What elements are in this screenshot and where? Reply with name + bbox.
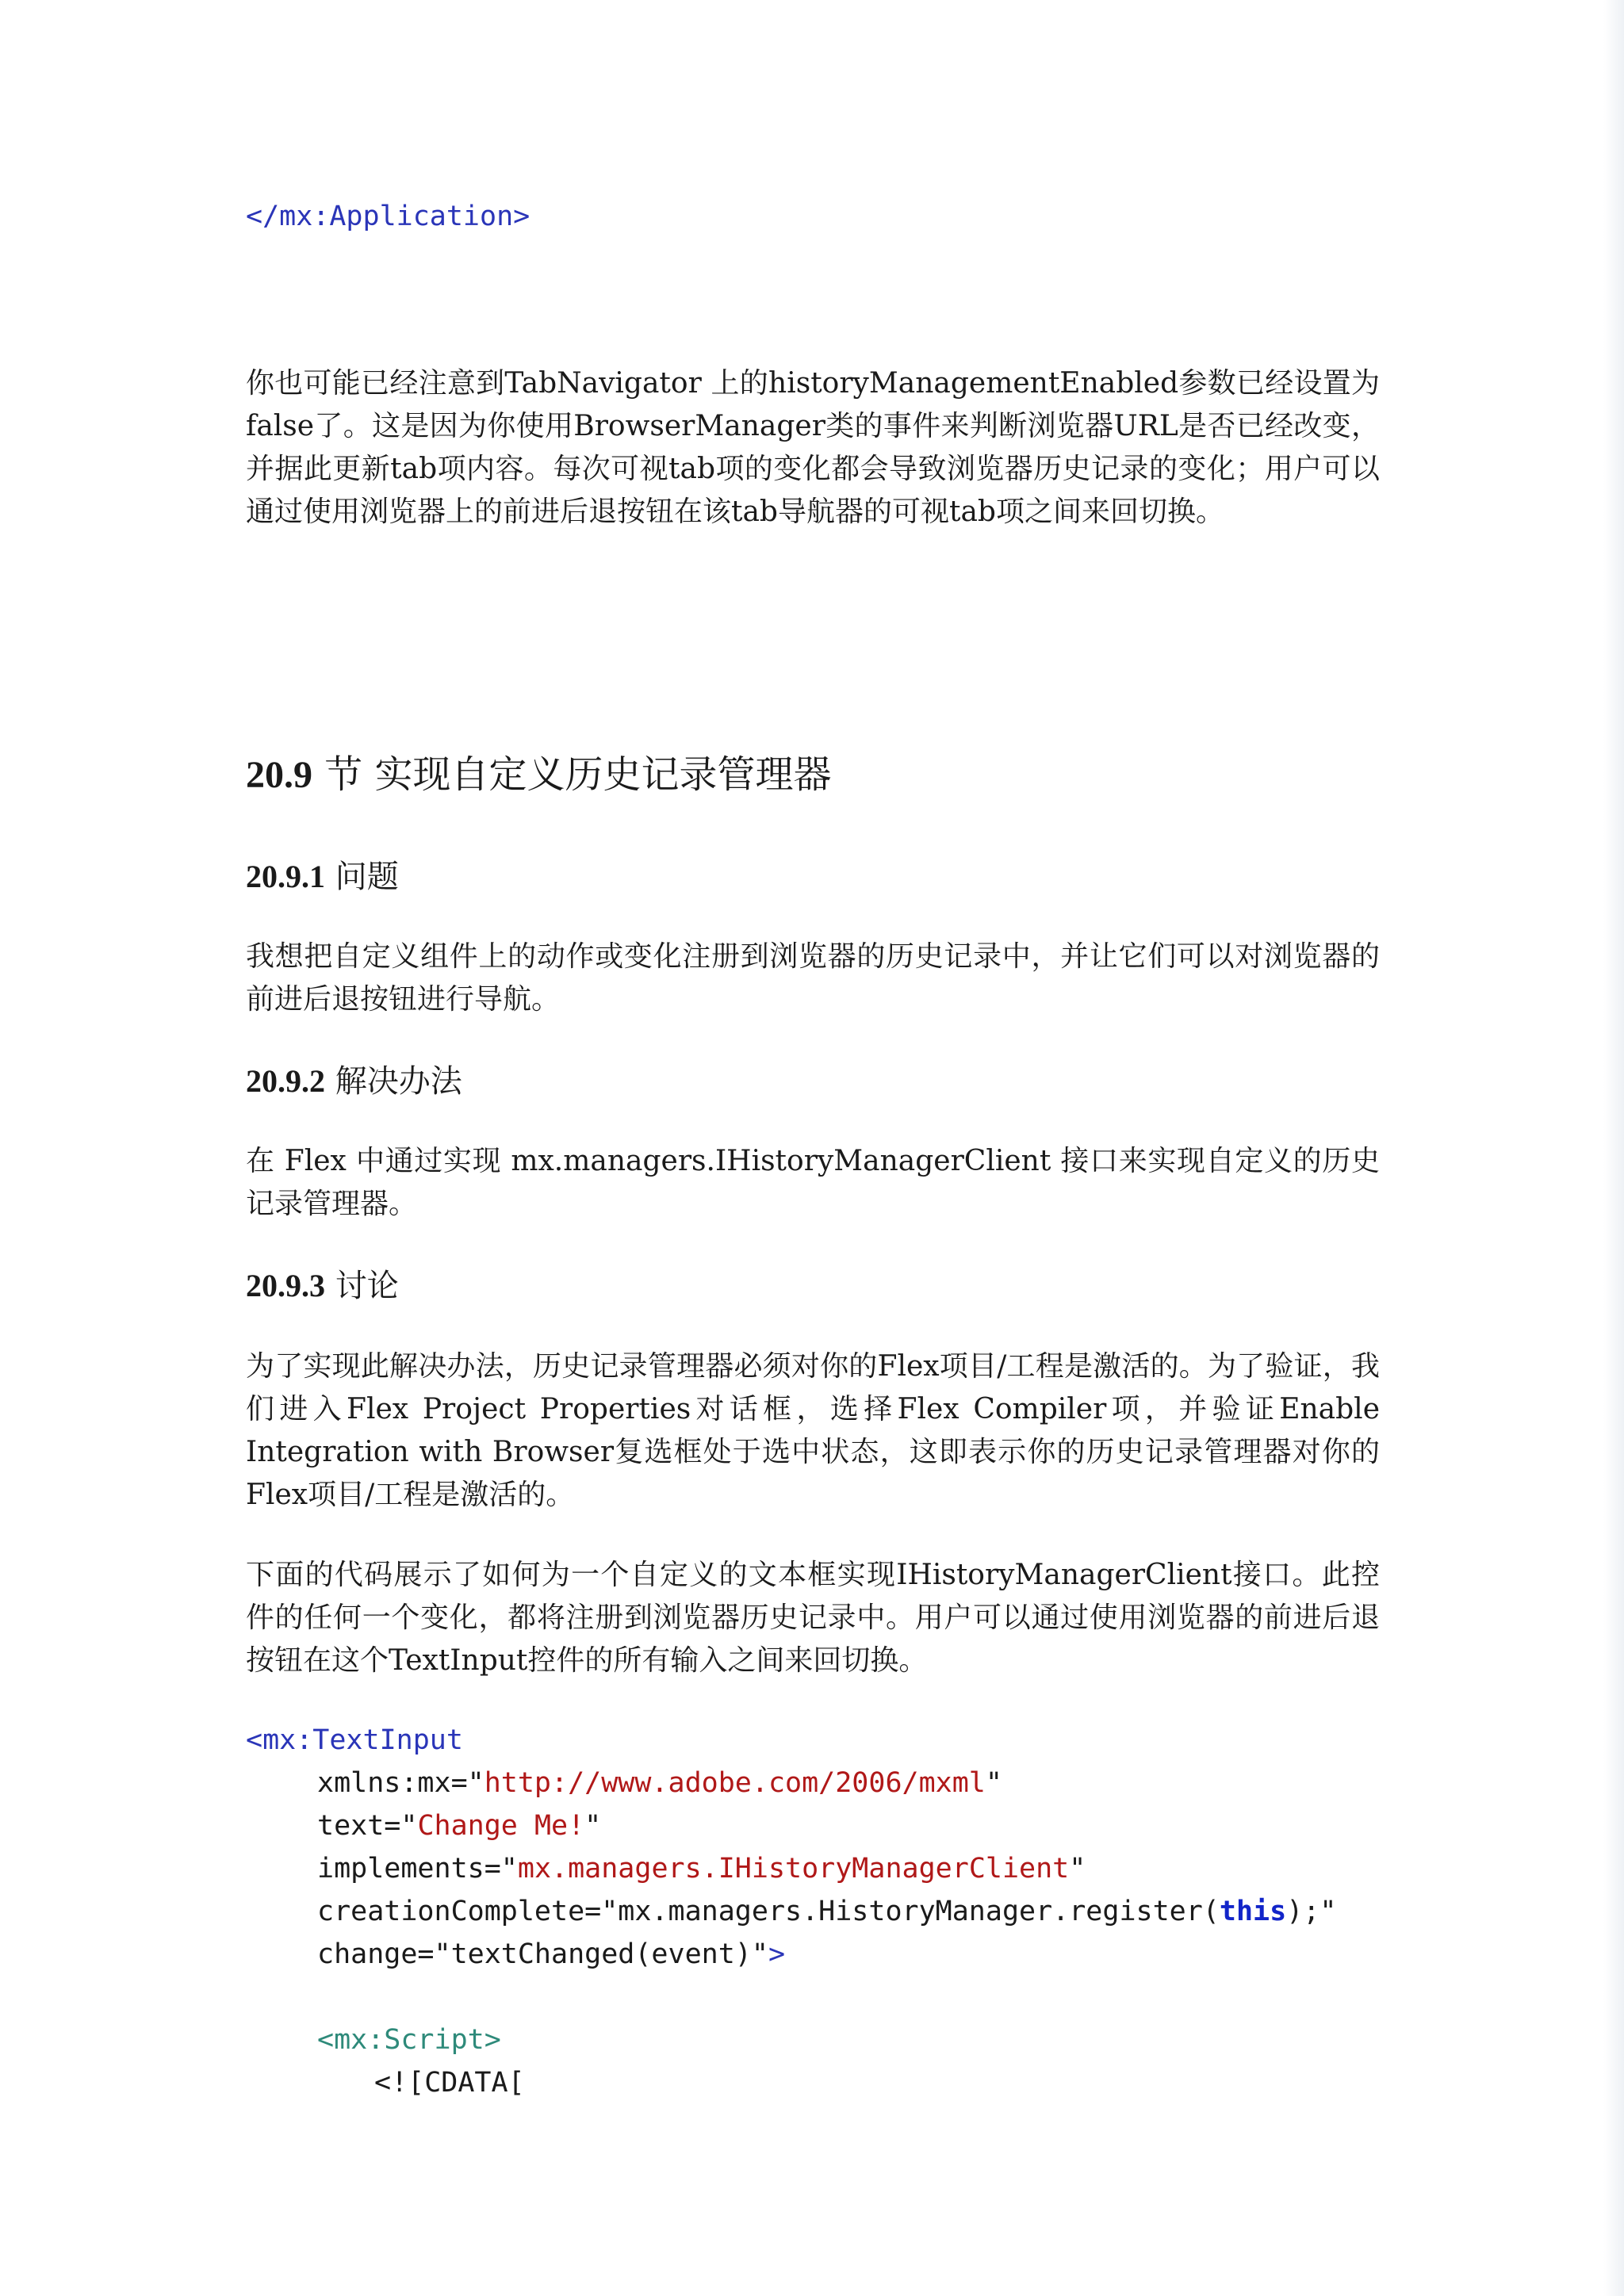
code-attr: creationComplete="mx.managers.HistoryManager.register( bbox=[317, 1896, 1220, 1927]
code-line-xmlns bbox=[317, 1762, 1002, 1804]
paragraph-problem: 我想把自定义组件上的动作或变化注册到浏览器的历史记录中，并让它们可以对浏览器的前进后退按钮进行导航。 bbox=[246, 940, 1380, 1016]
section-number: 20.9 bbox=[246, 754, 312, 796]
subsection-title: 讨论 bbox=[335, 1268, 399, 1304]
paragraph-discussion-1: 为了实现此解决办法，历史记录管理器必须对你的Flex项目/工程是激活的。为了验证，我们进入Flex Project Properties对话框，选择Flex Compiler项，并验证Enable Integration with Browser复选框处于选中状态，这即表示你的历史记录管理器对你的 Flex项目/工程是激活的。 bbox=[246, 1350, 1380, 1511]
code-attr: change="textChanged(event)" bbox=[317, 1938, 768, 1970]
code-line-script-tag: <mx:Script> bbox=[317, 2024, 501, 2056]
paragraph-history-management: 你也可能已经注意到TabNavigator 上的historyManagementEnabled参数已经设置为false了。这是因为你使用BrowserManager类的事件来判断浏览器URL是否已经改变，并据此更新tab项内容。每次可视tab项的变化都会导致浏览器历史记录的变化；用户可以通过使用浏览器上的前进后退按钮在该tab导航器的可视tab项之间来回切换。 bbox=[246, 367, 1380, 528]
code-line-change bbox=[317, 1933, 785, 1976]
code-attr: text=" bbox=[317, 1810, 418, 1842]
subsection-heading-discussion bbox=[246, 1262, 399, 1310]
section-title: 节 实现自定义历史记录管理器 bbox=[324, 752, 832, 797]
code-closing-tag: </mx:Application> bbox=[246, 201, 530, 232]
code-tag-close: > bbox=[768, 1938, 786, 1970]
code-line-cdata: <![CDATA[ bbox=[374, 2067, 525, 2099]
code-tag: <mx:TextInput bbox=[246, 1724, 463, 1756]
subsection-title: 解决办法 bbox=[335, 1063, 462, 1100]
paragraph-solution: 在 Flex 中通过实现 mx.managers.IHistoryManagerClient 接口来实现自定义的历史记录管理器。 bbox=[246, 1145, 1380, 1220]
subsection-number: 20.9.3 bbox=[246, 1268, 325, 1303]
subsection-title: 问题 bbox=[335, 859, 399, 895]
code-line-implements bbox=[317, 1847, 1086, 1890]
code-keyword: this bbox=[1219, 1896, 1287, 1927]
page-edge bbox=[1603, 0, 1624, 2296]
code-string: mx.managers.IHistoryManagerClient bbox=[517, 1853, 1070, 1885]
code-quote: " bbox=[584, 1810, 602, 1842]
code-attr: implements=" bbox=[317, 1853, 518, 1885]
subsection-heading-problem bbox=[246, 853, 399, 901]
code-quote: " bbox=[1069, 1853, 1086, 1885]
code-attr: xmlns:mx=" bbox=[317, 1767, 485, 1799]
code-line-text bbox=[317, 1804, 601, 1847]
code-quote: " bbox=[985, 1767, 1002, 1799]
subsection-number: 20.9.1 bbox=[246, 859, 325, 894]
code-line-open-tag bbox=[246, 1719, 463, 1762]
code-string: http://www.adobe.com/2006/mxml bbox=[484, 1767, 986, 1799]
subsection-heading-solution bbox=[246, 1058, 462, 1105]
subsection-number: 20.9.2 bbox=[246, 1063, 325, 1099]
paragraph-discussion-2: 下面的代码展示了如何为一个自定义的文本框实现IHistoryManagerClient接口。此控件的任何一个变化，都将注册到浏览器历史记录中。用户可以通过使用浏览器的前进后退按钮在这个TextInput控件的所有输入之间来回切换。 bbox=[246, 1559, 1380, 1677]
code-string: Change Me! bbox=[417, 1810, 585, 1842]
code-line-creation-complete bbox=[317, 1890, 1336, 1933]
code-attr: );" bbox=[1286, 1896, 1337, 1927]
section-heading bbox=[246, 747, 832, 803]
